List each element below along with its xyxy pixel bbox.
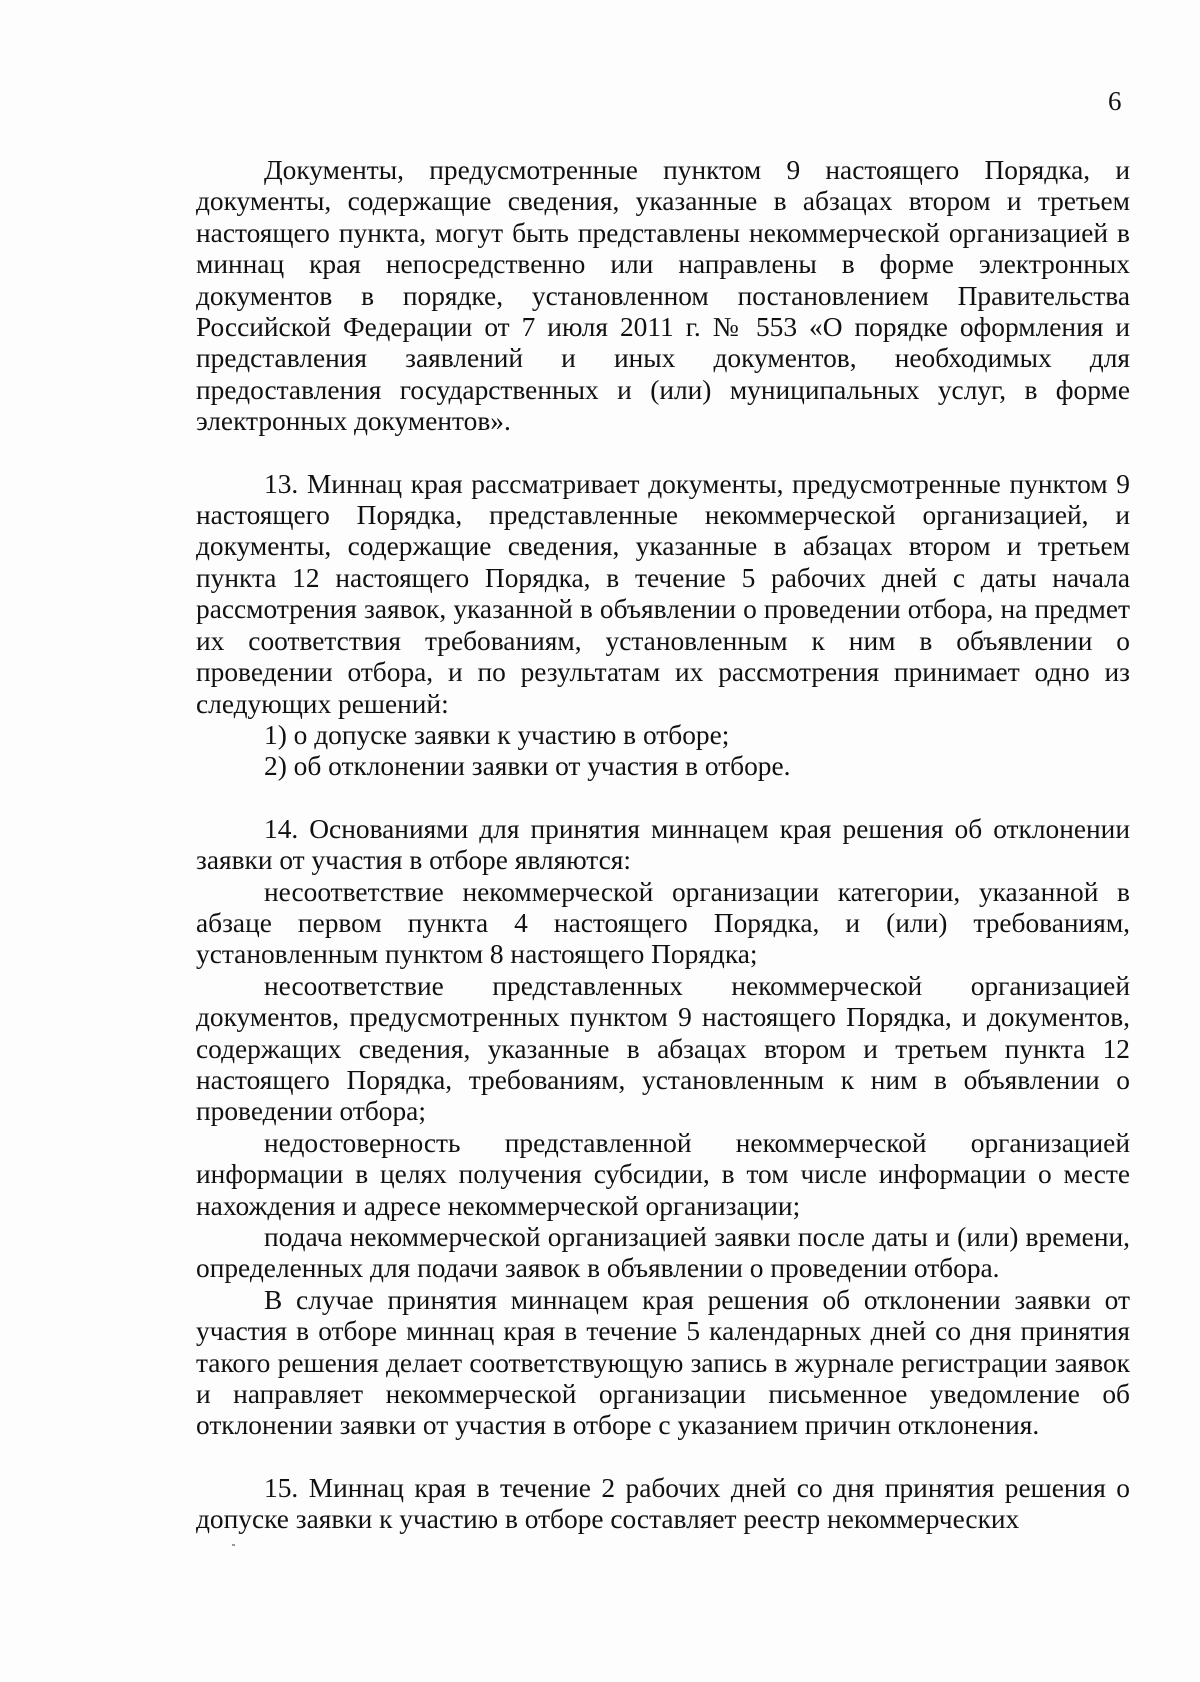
paragraph-documents-submission: Документы, предусмотренные пунктом 9 настоящего Порядка, и документы, содержащие сведения, указанные в абзацах втором и третьем настоящего пункта, могут быть представлены некоммерческой организацией в миннац края непосредственно или направлены в форме электронных документов в порядке, установленном постановлением Правительства Российской Федерации от 7 июля 2011 г. № 553 «О порядке оформления и представления заявлений и иных документов, необходимых для предоставления государственных и (или) муниципальных услуг, в форме электронных документов». (196, 155, 1130, 437)
paragraph-ground-late-submission: подача некоммерческой организацией заявки после даты и (или) времени, определенных для подачи заявок в объявлении о проведении отбора. (196, 1222, 1130, 1284)
list-item-decision-2: 2) об отклонении заявки от участия в отборе. (264, 751, 791, 782)
paragraph-spacer (196, 1442, 1130, 1473)
paragraph-ground-documents: несоответствие представленных некоммерческой организацией документов, предусмотренных пунктом 9 настоящего Порядка, и документов, содержащих сведения, указанные в абзацах втором и третьем пункта 12 настоящего Порядка, требованиям, установленным к ним в объявлении о проведении отбора; (196, 970, 1130, 1127)
paragraph-spacer (196, 438, 1130, 469)
page-number: 6 (1108, 86, 1122, 116)
document-body (196, 155, 1130, 1536)
scan-artifact (232, 1544, 235, 1546)
paragraph-ground-unreliability: недостоверность представленной некоммерческой организацией информации в целях получения субсидии, в том числе информации о месте нахождения и адресе некоммерческой организации; (196, 1127, 1130, 1221)
paragraph-rejection-notice: В случае принятия миннацем края решения об отклонении заявки от участия в отборе миннац края в течение 5 календарных дней со дня принятия такого решения делает соответствующую запись в журнале регистрации заявок и направляет некоммерческой организации письменное уведомление об отклонении заявки от участия в отборе с указанием причин отклонения. (196, 1284, 1130, 1441)
paragraph-spacer (196, 783, 1130, 814)
paragraph-item-15: 15. Миннац края в течение 2 рабочих дней со дня принятия решения о допуске заявки к участию в отборе составляет реестр некоммерческих (196, 1472, 1130, 1535)
paragraph-ground-category: несоответствие некоммерческой организации категории, указанной в абзаце первом пункта 4 настоящего Порядка, и (или) требованиям, установленным пунктом 8 настоящего Порядка; (196, 876, 1130, 970)
paragraph-item-13: 13. Миннац края рассматривает документы, предусмотренные пунктом 9 настоящего Порядка, представленные некоммерческой организацией, и документы, содержащие сведения, указанные в абзацах втором и третьем пункта 12 настоящего Порядка, в течение 5 рабочих дней с даты начала рассмотрения заявок, указанной в объявлении о проведении отбора, на предмет их соответствия требованиям, установленным к ним в объявлении о проведении отбора, и по результатам их рассмотрения принимает одно из следующих решений: (196, 468, 1130, 719)
list-item-decision-1: 1) о допуске заявки к участию в отборе; (264, 719, 730, 750)
paragraph-item-14: 14. Основаниями для принятия миннацем края решения об отклонении заявки от участия в отборе являются: (196, 813, 1130, 876)
